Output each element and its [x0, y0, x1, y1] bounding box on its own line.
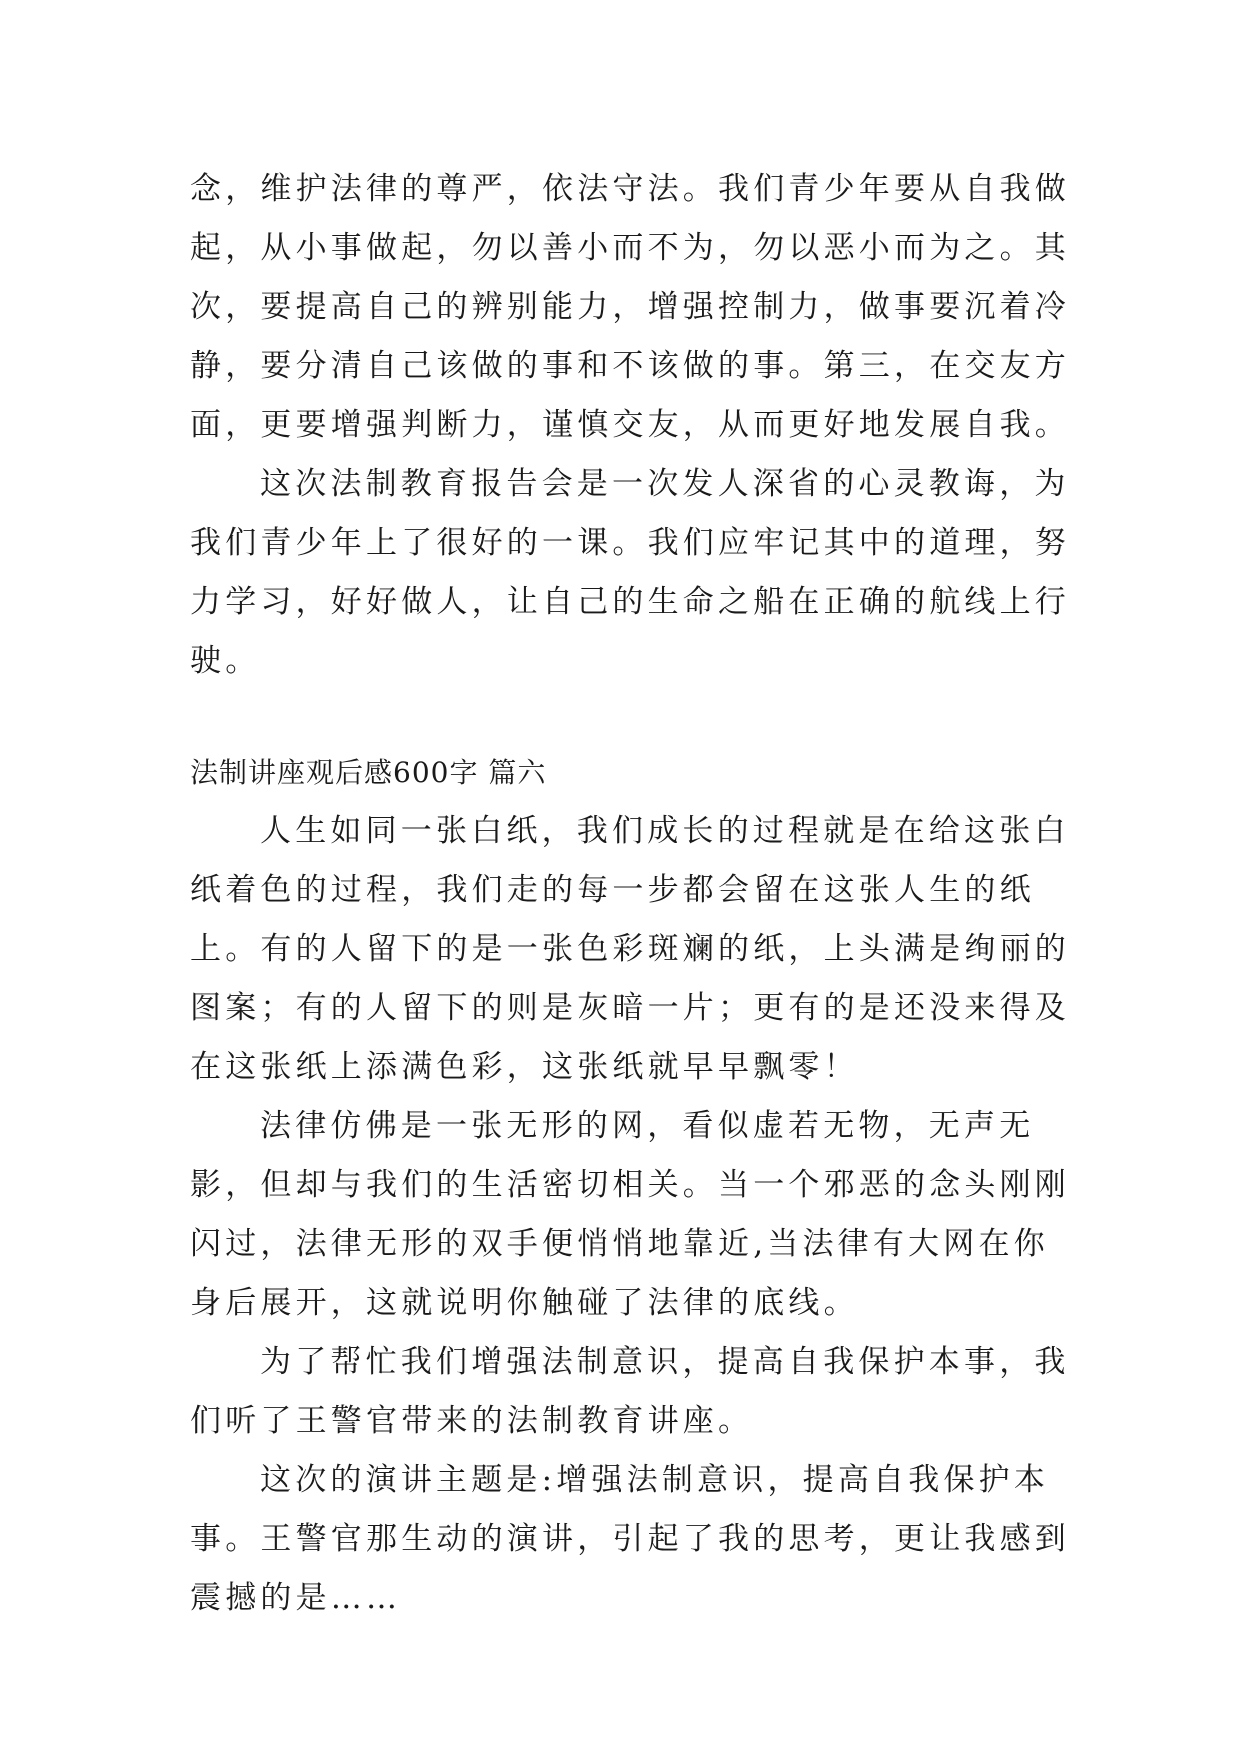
paragraph: 人生如同一张白纸，我们成长的过程就是在给这张白纸着色的过程，我们走的每一步都会留在这张人生的纸上。有的人留下的是一张色彩斑斓的纸，上头满是绚丽的图案；有的人留下的则是灰暗一片；更有的是还没来得及在这张纸上添满色彩，这张纸就早早飘零！	[190, 813, 1070, 1085]
paragraph-continued: 念，维护法律的尊严，依法守法。我们青少年要从自我做起，从小事做起，勿以善小而不为，勿以恶小而为之。其次，要提高自己的辨别能力，增强控制力，做事要沉着冷静，要分清自己该做的事和不该做的事。第三，在交友方面，更要增强判断力，谨慎交友，从而更好地发展自我。	[190, 171, 1070, 443]
paragraph: 这次法制教育报告会是一次发人深省的心灵教诲，为我们青少年上了很好的一课。我们应牢记其中的道理，努力学习，好好做人，让自己的生命之船在正确的航线上行驶。	[190, 466, 1070, 679]
document-body	[190, 160, 1072, 1628]
paragraph: 为了帮忙我们增强法制意识，提高自我保护本事，我们听了王警官带来的法制教育讲座。	[190, 1344, 1070, 1439]
paragraph: 法律仿佛是一张无形的网，看似虚若无物，无声无影，但却与我们的生活密切相关。当一个邪恶的念头刚刚闪过，法律无形的双手便悄悄地靠近,当法律有大网在你身后展开，这就说明你触碰了法律的底线。	[190, 1108, 1070, 1321]
paragraph: 这次的演讲主题是:增强法制意识，提高自我保护本事。王警官那生动的演讲，引起了我的思考，更让我感到震撼的是……	[190, 1462, 1070, 1616]
section-heading: 法制讲座观后感600字 篇六	[190, 756, 547, 789]
